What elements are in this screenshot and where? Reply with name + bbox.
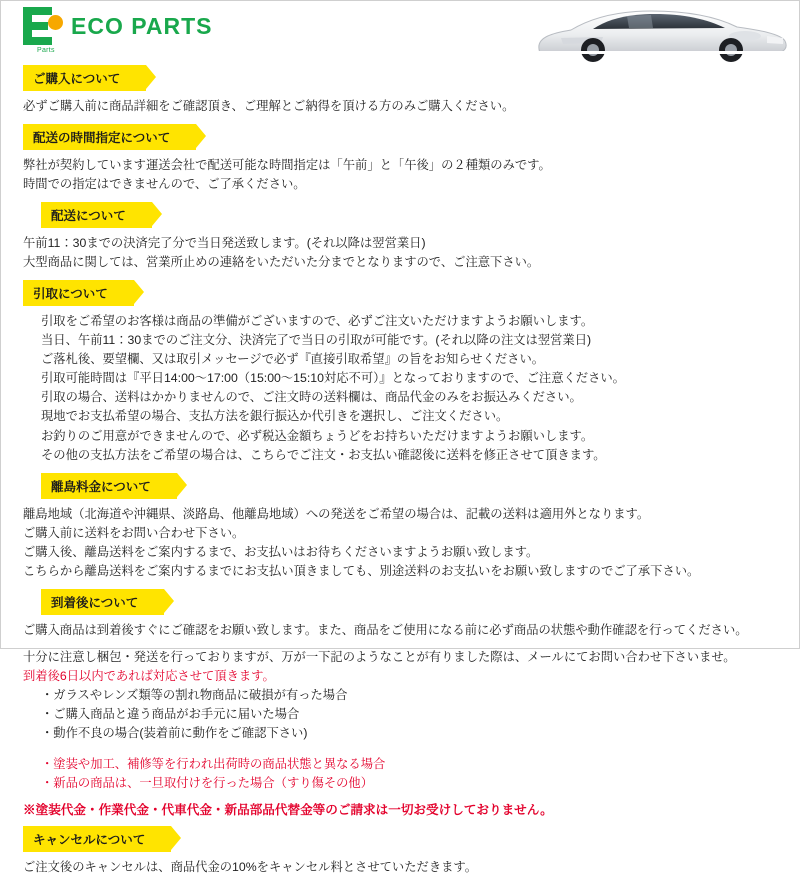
arrival-footer-note: ※塗装代金・作業代金・代車代金・新品部品代替金等のご請求は一切お受けしておりません。 (23, 803, 553, 818)
text-line: 大型商品に関しては、営業所止めの連絡をいただいた分までとなりますので、ご注意下さい。 (23, 255, 540, 270)
text-line: 引取をご希望のお客様は商品の準備がございますので、必ずご注文いただけますようお願いします。 (41, 314, 594, 329)
text-line-warning: ・新品の商品は、一旦取付けを行った場合（すり傷その他） (41, 776, 374, 791)
text-line: ご注文後のキャンセルは、商品代金の10%をキャンセル料とさせていただきます。 (23, 860, 478, 875)
text-line: 引取可能時間は『平日14:00～17:00（15:00～15:10対応不可）』となっておりますので、ご注意ください。 (41, 371, 625, 386)
text-line: 十分に注意し梱包・発送を行っておりますが、万が一下記のようなことが有りました際は、メールにてお問い合わせ下さいませ。 (23, 649, 736, 664)
section-delivery-time (1, 124, 799, 194)
section-body-delivery-time (23, 156, 799, 194)
text-line: ご購入前に送料をお問い合わせ下さい。 (23, 525, 245, 540)
text-line: 午前11：30までの決済完了分で当日発送致します。(それ以降は翌営業日) (23, 236, 426, 251)
section-title-pickup: 引取について (23, 280, 134, 306)
text-line: ・ご購入商品と違う商品がお手元に届いた場合 (41, 706, 300, 721)
text-line: ご購入後、離島送料をご案内するまで、お支払いはお待ちくださいますようお願い致します。 (23, 544, 539, 559)
text-line: 時間での指定はできませんので、ご了承ください。 (23, 177, 306, 192)
brand-sub-text: Parts (37, 47, 55, 54)
section-arrival (1, 589, 799, 818)
text-line: ・動作不良の場合(装着前に動作をご確認下さい) (41, 726, 308, 741)
section-title-cancel: キャンセルについて (23, 826, 171, 852)
text-line: こちらから離島送料をご案内するまでにお支払い頂きましても、別途送料のお支払いをお願い致しますのでご了承下さい。 (23, 563, 700, 578)
text-line-warning: 到着後6日以内であれば対応させて頂きます。 (23, 668, 275, 683)
text-line-warning: ・塗装や加工、補修等を行われ出荷時の商品状態と異なる場合 (41, 757, 386, 772)
section-body-delivery (23, 234, 799, 272)
text-line: 引取の場合、送料はかかりませんので、ご注文時の送料欄は、商品代金のみをお振込みください。 (41, 390, 582, 405)
text-line: 弊社が契約しています運送会社で配送可能な時間指定は「午前」と「午後」の２種類のみです。 (23, 158, 551, 173)
section-title-remote-island-fee: 離島料金について (41, 473, 177, 499)
text-line: ご落札後、要望欄、又は取引メッセージで必ず『直接引取希望』の旨をお知らせください。 (41, 352, 545, 367)
section-body-remote-island-fee (23, 505, 799, 581)
section-title-delivery: 配送について (41, 202, 152, 228)
text-line: 離島地域（北海道や沖縄県、淡路島、他離島地域）への発送をご希望の場合は、記載の送料は適用外となります。 (23, 506, 650, 521)
text-line: その他の支払方法をご希望の場合は、こちらでご注文・お支払い確認後に送料を修正させて頂きます。 (41, 447, 606, 462)
text-line: 必ずご購入前に商品詳細をご確認頂き、ご理解とご納得を頂ける方のみご購入ください。 (23, 99, 515, 113)
brand-title: ECO PARTS (71, 12, 213, 39)
text-line: お釣りのご用意ができませんので、必ず税込金額ちょうどをお持ちいただけますようお願いします。 (41, 428, 594, 443)
section-cancel (1, 826, 799, 877)
section-delivery (1, 202, 799, 272)
section-title-arrival: 到着後について (41, 589, 164, 615)
text-line: ・ガラスやレンズ類等の割れ物商品に破損が有った場合 (41, 687, 348, 702)
section-pickup (1, 280, 799, 464)
section-body-purchase (23, 97, 799, 116)
page-header (1, 1, 799, 57)
section-purchase (1, 65, 799, 116)
section-body-pickup (41, 312, 799, 464)
section-body-arrival (23, 621, 799, 793)
section-title-purchase: ご購入について (23, 65, 146, 91)
eco-parts-logo-icon (23, 7, 63, 54)
section-remote-island-fee (1, 473, 799, 581)
text-line: 当日、午前11：30までのご注文分、決済完了で当日の引取が可能です。(それ以降の注文は翌営業日) (41, 333, 592, 348)
text-line: ご購入商品は到着後すぐにご確認をお願い致します。また、商品をご使用になる前に必ず商品の状態や動作確認を行ってください。 (23, 622, 748, 637)
sports-car-image (531, 3, 793, 63)
text-line: 現地でお支払希望の場合、支払方法を銀行振込か代引きを選択し、ご注文ください。 (41, 409, 509, 424)
section-title-delivery-time: 配送の時間指定について (23, 124, 196, 150)
section-body-cancel (23, 858, 799, 877)
